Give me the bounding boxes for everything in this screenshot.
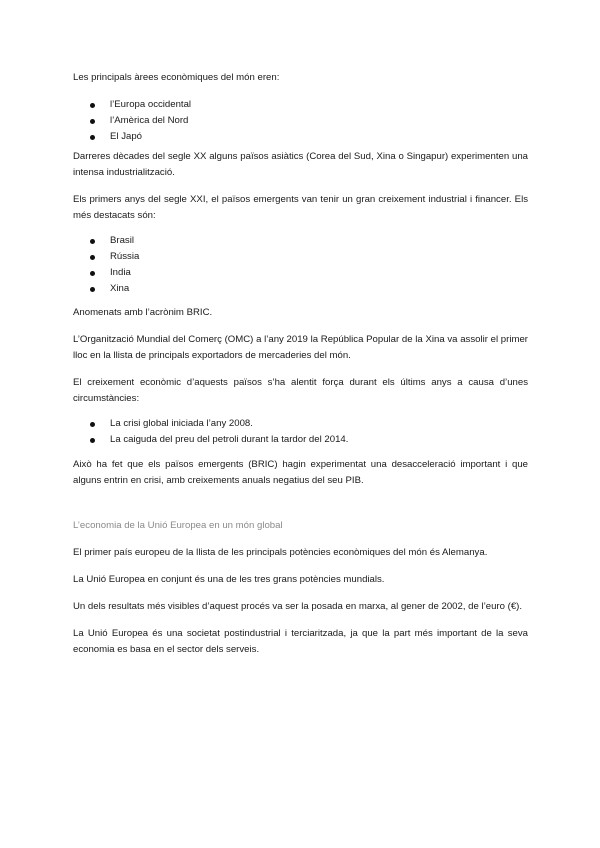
asia-paragraph: Darreres dècades del segle XX alguns països asiàtics (Corea del Sud, Xina o Singapur) experimenten una intensa industrialització. [73,151,528,178]
potencies-paragraph: La Unió Europea en conjunt és una de les tres grans potències mundials. [73,574,385,585]
emergents-paragraph: Els primers anys del segle XXI, el països emergents van tenir un gran creixement industrial i financer. Els més destacats són: [73,194,528,221]
list-item: India [73,265,528,281]
bullet-icon [90,287,95,292]
serveis-paragraph: La Unió Europea és una societat postindustrial i terciaritzada, ja que la part més important de la seva economia es basa en el sector dels serveis. [73,628,528,655]
document-page [73,70,528,658]
bullet-icon [90,271,95,276]
bullet-icon [90,103,95,108]
bric-list [73,233,528,297]
euro-paragraph: Un dels resultats més visibles d’aquest procés va ser la posada en marxa, al gener de 2002, de l’euro (€). [73,601,523,612]
intro-paragraph: Les principals àrees econòmiques del món eren: [73,72,280,83]
list-item: Xina [73,281,528,297]
bullet-icon [90,422,95,427]
bullet-icon [90,255,95,260]
bullet-icon [90,119,95,124]
bric-paragraph: Anomenats amb l’acrònim BRIC. [73,307,213,318]
bullet-icon [90,239,95,244]
list-item: Brasil [73,233,528,249]
list-item: El Japó [73,129,528,145]
circumstances-list [73,416,528,448]
section-heading: L’economia de la Unió Europea en un món global [73,520,283,531]
list-item: l’Amèrica del Nord [73,113,528,129]
omc-paragraph: L’Organització Mundial del Comerç (OMC) a l’any 2019 la República Popular de la Xina va assolir el primer lloc en la llista de principals exportadors de mercaderies del món. [73,334,528,361]
bullet-icon [90,438,95,443]
desacceleracio-paragraph: Això ha fet que els països emergents (BRIC) hagin experimentat una desacceleració important i que alguns entrin en crisi, amb creixements anuals negatius del seu PIB. [73,459,528,486]
regions-list [73,97,528,145]
list-item: La caiguda del preu del petroli durant la tardor del 2014. [73,432,528,448]
alemanya-paragraph: El primer país europeu de la llista de les principals potències econòmiques del món és Alemanya. [73,547,488,558]
list-item: Rússia [73,249,528,265]
list-item: l’Europa occidental [73,97,528,113]
creixement-paragraph: El creixement econòmic d’aquests països s’ha alentit força durant els últims anys a causa d’unes circumstàncies: [73,377,528,404]
bullet-icon [90,135,95,140]
list-item: La crisi global iniciada l’any 2008. [73,416,528,432]
